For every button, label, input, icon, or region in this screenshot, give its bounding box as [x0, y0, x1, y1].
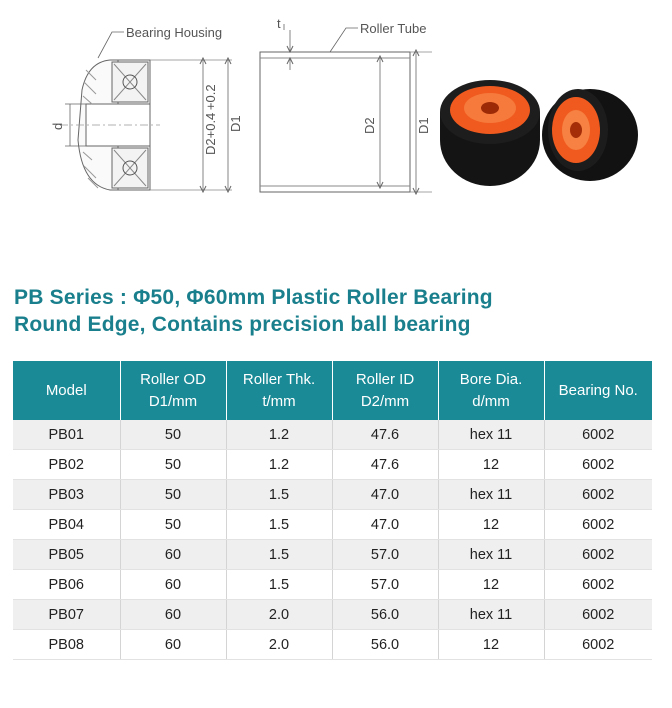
cell-roller-od: 60	[120, 570, 226, 600]
cell-roller-thk: 1.2	[226, 420, 332, 450]
heading-line-2: Round Edge, Contains precision ball bearing	[14, 313, 471, 336]
cell-roller-id: 47.6	[332, 450, 438, 480]
cell-model: PB06	[13, 570, 120, 600]
cell-roller-od: 50	[120, 510, 226, 540]
table-row	[13, 630, 652, 660]
cell-model: PB07	[13, 600, 120, 630]
table-row	[13, 480, 652, 510]
d2-label: D2	[362, 117, 377, 134]
cell-roller-od: 60	[120, 540, 226, 570]
cell-roller-id: 47.0	[332, 480, 438, 510]
table-row	[13, 540, 652, 570]
d1-left-label: D1	[228, 115, 243, 132]
cell-bore-dia: hex 11	[438, 420, 544, 450]
cell-roller-id: 47.6	[332, 420, 438, 450]
cell-roller-id: 56.0	[332, 630, 438, 660]
cell-bore-dia: 12	[438, 570, 544, 600]
cell-roller-od: 60	[120, 630, 226, 660]
header-bore-dia: Bore Dia. d/mm	[438, 361, 544, 420]
product-drawings	[0, 0, 672, 250]
table-row	[13, 570, 652, 600]
cell-model: PB03	[13, 480, 120, 510]
cell-bore-dia: hex 11	[438, 600, 544, 630]
heading-line-1: PB Series : Φ50, Φ60mm Plastic Roller Bearing	[14, 286, 493, 309]
cell-roller-thk: 2.0	[226, 600, 332, 630]
cell-roller-od: 50	[120, 450, 226, 480]
spec-table	[13, 361, 652, 660]
roller-photo-right	[542, 89, 638, 181]
cell-bore-dia: 12	[438, 630, 544, 660]
cell-model: PB02	[13, 450, 120, 480]
cell-roller-id: 47.0	[332, 510, 438, 540]
cell-bearing-no: 6002	[544, 480, 652, 510]
table-body	[13, 420, 652, 660]
drawings-svg	[0, 0, 672, 250]
header-bearing-no: Bearing No.	[558, 381, 638, 399]
cell-roller-id: 57.0	[332, 570, 438, 600]
header-roller-thk: Roller Thk. t/mm	[226, 361, 332, 420]
cell-model: PB08	[13, 630, 120, 660]
cell-roller-thk: 1.5	[226, 480, 332, 510]
cell-roller-od: 60	[120, 600, 226, 630]
table-row	[13, 600, 652, 630]
cell-roller-thk: 1.5	[226, 510, 332, 540]
d2-tolerance-label: D2+0.4 +0.2	[203, 84, 218, 155]
bearing-housing-label: Bearing Housing	[126, 25, 223, 40]
cell-bearing-no: 6002	[544, 450, 652, 480]
header-roller-id: Roller ID D2/mm	[332, 361, 438, 420]
table-row	[13, 420, 652, 450]
cell-roller-id: 56.0	[332, 600, 438, 630]
series-heading	[14, 284, 493, 338]
cell-bearing-no: 6002	[544, 420, 652, 450]
cell-bearing-no: 6002	[544, 630, 652, 660]
header-roller-od: Roller OD D1/mm	[120, 361, 226, 420]
cell-roller-thk: 1.5	[226, 570, 332, 600]
cell-roller-thk: 2.0	[226, 630, 332, 660]
table-row	[13, 450, 652, 480]
cell-bearing-no: 6002	[544, 600, 652, 630]
table-header-row	[13, 361, 652, 420]
cell-roller-thk: 1.2	[226, 450, 332, 480]
thickness-label: t	[277, 16, 281, 31]
roller-photo-left	[440, 80, 540, 186]
cell-model: PB04	[13, 510, 120, 540]
cell-roller-od: 50	[120, 480, 226, 510]
bore-diameter-label: d	[50, 122, 65, 130]
roller-tube-drawing	[260, 24, 432, 194]
d1-right-label: D1	[416, 117, 431, 134]
cell-bearing-no: 6002	[544, 570, 652, 600]
cell-bearing-no: 6002	[544, 540, 652, 570]
cell-bore-dia: hex 11	[438, 540, 544, 570]
cell-roller-od: 50	[120, 420, 226, 450]
cell-bore-dia: hex 11	[438, 480, 544, 510]
roller-tube-label: Roller Tube	[360, 21, 427, 36]
cell-model: PB01	[13, 420, 120, 450]
cell-model: PB05	[13, 540, 120, 570]
cell-bearing-no: 6002	[544, 510, 652, 540]
table-row	[13, 510, 652, 540]
cell-roller-id: 57.0	[332, 540, 438, 570]
cell-bore-dia: 12	[438, 450, 544, 480]
cell-bore-dia: 12	[438, 510, 544, 540]
header-model: Model	[13, 361, 120, 420]
cell-roller-thk: 1.5	[226, 540, 332, 570]
